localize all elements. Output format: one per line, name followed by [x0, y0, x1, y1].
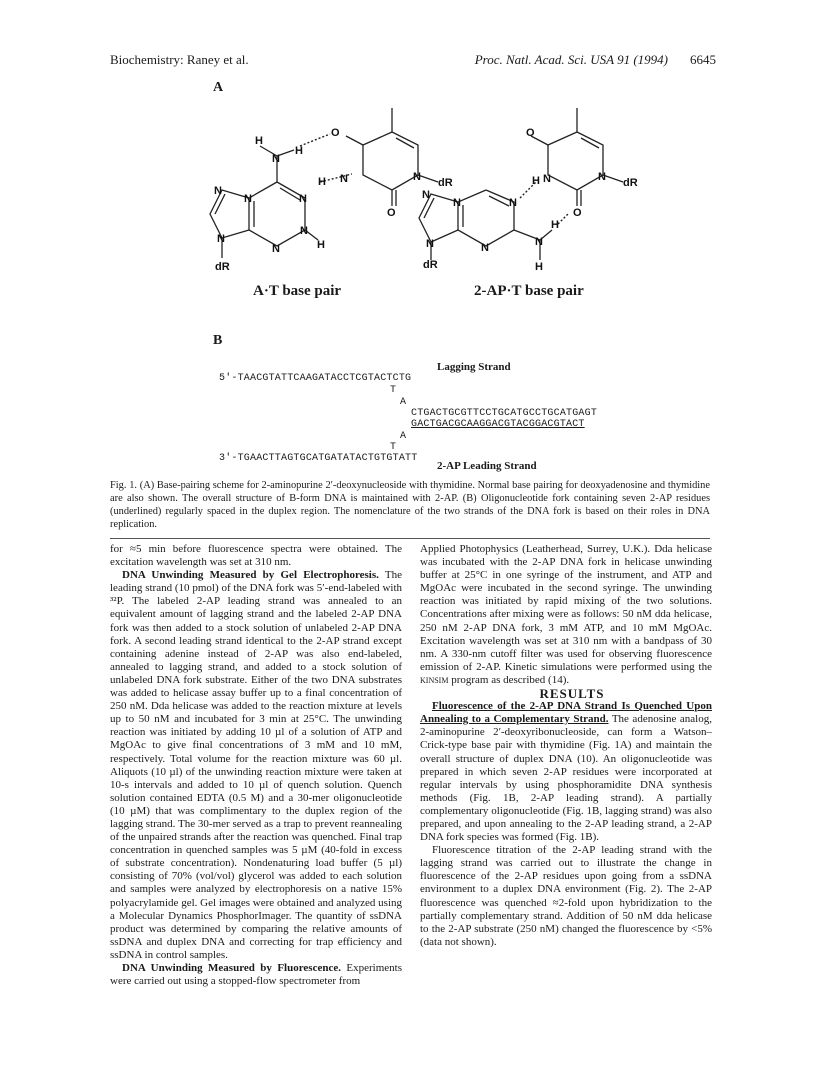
paragraph-text: The adenosine analog, 2-aminopurine 2′-deoxyribonucleoside, can form a Watson–Crick-type base pair with thymidine (Fig. 1A) and maintain the overall structure of duplex DNA (10). An oligonucleotide was prepared in which seven 2-AP residues were incorporated at regular intervals by using phosphoramidite DNA synthesis methods (Fig. 1B, 2-AP leading strand). A partially complementary oligonucleotide (Fig. 1B, lagging strand) was also prepared, and upon annealing to the 2-AP leading strand, a 2-AP DNA fork species was formed (Fig. 1B).: [420, 713, 712, 844]
paragraph-text: The leading strand (10 pmol) of the DNA fork was 5′-end-labeled with ³²P. The labeled 2-AP leading strand was annealed to an equivalent amount of lagging strand and the labeled 2-AP DNA fork was then added to a stock solution of unlabeled 2-AP DNA fork. A second leading strand identical to the 2-AP strand except containing adenine instead of 2-AP was also end-labeled, annealed to lagging strand, and added to a stock solution of unlabeled DNA fork substrate. Either of the two DNA substrates was added to helicase assay buffer up to a final concentration of 250 nM. Dda helicase was added to the reaction mixture at levels up to 50 nM and incubated for 3 min at 25°C. The unwinding reaction was initiated by adding 10 µl of a solution of ATP and MgOAc to give final concentrations of 3 mM and 10 mM, respectively. Total volume for the reaction mixture was 60 µl. Aliquots (10 µl) of the unwinding reaction mixture were taken at 10-s intervals and added to 10 µl of quench solution. Quench solution contained EDTA (0.5 M) and a 30-mer oligonucleotide (10 µM) that was complimentary to the duplex region of the lagging strand. The 30-mer served as a trap to prevent reannealing of the unpaired strands after the reaction was quenched. Final trap concentration in quenched samples was 5 µM (40-fold in excess of substrate concentration). Nondenaturing load buffer (5 µl) consisting of 70% (vol/vol) glycerol was added to each solution and samples were analyzed by electrophoresis on a native 15% polyacrylamide gel. Gel images were obtained and analyzed using a Molecular Dynamics PhosphorImager. The quantity of ssDNA product was determined by comparing the relative amounts of ssDNA and duplex DNA and correcting for trap efficiency and ssDNA in control samples.: [110, 569, 403, 961]
sequence-lagging-5prime: 5'-TAACGTATTCAAGATACCTCGTACTCTG: [219, 373, 412, 384]
2ap-t-pair-title: 2-AP·T base pair: [474, 283, 584, 299]
atom-o: O: [387, 207, 396, 219]
atom-h: H: [318, 176, 326, 188]
panel-b-label: B: [213, 333, 223, 348]
text-column-left: [110, 543, 402, 988]
paragraph: [420, 700, 712, 844]
atom-n: N: [598, 171, 606, 183]
paragraph: [420, 543, 712, 687]
sequence-linker-t: T: [390, 442, 397, 453]
atom-h: H: [532, 175, 540, 187]
atom-n: N: [426, 238, 434, 250]
atom-n: N: [272, 153, 280, 165]
atom-n: N: [481, 242, 489, 254]
journal-citation: Proc. Natl. Acad. Sci. USA 91 (1994): [474, 52, 668, 67]
lagging-strand-label: Lagging Strand: [437, 361, 511, 373]
section-heading: Fluorescence of the 2-AP DNA Strand Is Quenched Upon Annealing to a Complementary Strand.: [420, 700, 712, 726]
results-heading: RESULTS: [539, 686, 605, 702]
atom-n: N: [217, 233, 225, 245]
at-pair-title: A·T base pair: [253, 283, 342, 299]
section-heading: DNA Unwinding Measured by Gel Electrophoresis.: [122, 569, 379, 582]
adenine-ring: [249, 182, 305, 246]
atom-dr: dR: [423, 259, 438, 271]
sequence-linker-t: T: [390, 385, 397, 396]
page-number: 6645: [690, 52, 716, 67]
aminopurine-ring: [458, 190, 514, 246]
base-pair-structures: [0, 90, 816, 390]
sequence-duplex-bottom: GACTGACGCAAGGACGTACGGACGTACT: [411, 419, 585, 430]
atom-dr: dR: [438, 177, 453, 189]
running-head-journal: [475, 52, 716, 68]
atom-o: O: [331, 127, 340, 139]
atom-n: N: [543, 173, 551, 185]
program-name: kinsim: [420, 673, 449, 686]
paragraph-text: program as described (14).: [448, 673, 570, 686]
sequence-linker-a: A: [400, 431, 407, 442]
sequence-linker-a: A: [400, 397, 407, 408]
paragraph: Fluorescence titration of the 2-AP leading strand with the lagging strand was carried out to illustrate the change in fluorescence of the 2-AP residues upon going from a ssDNA environment to a duplex DNA environment (Fig. 2). The 2-AP fluorescence was quenched ≈2-fold upon hybridization to the partially complementary strand. Addition of 50 nM dda helicase to the 2-AP substrate (250 nM) changed the fluorescence by <5% (data not shown).: [420, 844, 712, 948]
atom-n: N: [214, 185, 222, 197]
text-column-right: [420, 543, 712, 949]
atom-h: H: [255, 135, 263, 147]
caption-divider: [110, 538, 710, 539]
atom-h: H: [317, 239, 325, 251]
paragraph-text: Experiments were carried out using a stopped-flow spectrometer from: [110, 962, 402, 988]
atom-n: N: [422, 189, 430, 201]
atom-o: O: [573, 207, 582, 219]
paragraph: for ≈5 min before fluorescence spectra were obtained. The excitation wavelength was set at 310 nm.: [110, 543, 402, 569]
thymine-ring-left: [363, 132, 418, 190]
atom-n: N: [413, 171, 421, 183]
figure-caption: Fig. 1. (A) Base-pairing scheme for 2-aminopurine 2′-deoxynucleoside with thymidine. Normal base pairing for deoxyadenosine and thymidine are also shown. The overall structure of B-form DNA is maintained with 2-AP. (B) Oligonucleotide fork containing seven 2-AP residues (underlined) regularly spaced in the duplex region. The nomenclature of the two strands of the DNA fork is based on their roles in DNA replication.: [110, 480, 710, 530]
section-heading: DNA Unwinding Measured by Fluorescence.: [122, 962, 341, 974]
atom-n: N: [244, 193, 252, 205]
running-head-authors: Biochemistry: Raney et al.: [110, 52, 249, 67]
atom-h: H: [535, 261, 543, 273]
paragraph: [110, 962, 402, 988]
paragraph: [110, 569, 402, 962]
paragraph-text: Applied Photophysics (Leatherhead, Surrey, U.K.). Dda helicase was incubated with the 2-AP DNA fork in helicase unwinding buffer at 25°C in one syringe of the instrument, and ATP and MgOAc were incubated in the second syringe. The unwinding reaction was initiated by rapid mixing of the two solutions. Concentrations after mixing were as follows: 50 nM dda helicase, 250 nM 2-AP DNA fork, 3 mM ATP, and 10 mM MgOAc. Excitation wavelength was set at 310 nm with a bandpass of 30 nm. A 330-nm cutoff filter was used for observing fluorescence emission of 2-AP. Kinetic simulations were performed using the: [420, 543, 712, 673]
atom-n: N: [299, 193, 307, 205]
thymine-ring-right: [548, 132, 603, 190]
panel-a-label: A: [213, 80, 224, 95]
atom-n: N: [509, 197, 517, 209]
sequence-leading-3prime: 3'-TGAACTTAGTGCATGATATACTGTGTATT: [219, 453, 418, 464]
atom-dr: dR: [215, 261, 230, 273]
atom-dr: dR: [623, 177, 638, 189]
atom-n: N: [453, 197, 461, 209]
atom-o: O: [526, 127, 535, 139]
atom-n: N: [272, 243, 280, 255]
atom-n: N: [340, 173, 348, 185]
atom-n: N: [535, 236, 543, 248]
atom-n: N: [300, 225, 308, 237]
atom-h: H: [551, 219, 559, 231]
atom-h: H: [295, 145, 303, 157]
leading-strand-label: 2-AP Leading Strand: [437, 460, 537, 472]
sequence-duplex-top: CTGACTGCGTTCCTGCATGCCTGCATGAGT: [411, 408, 598, 419]
